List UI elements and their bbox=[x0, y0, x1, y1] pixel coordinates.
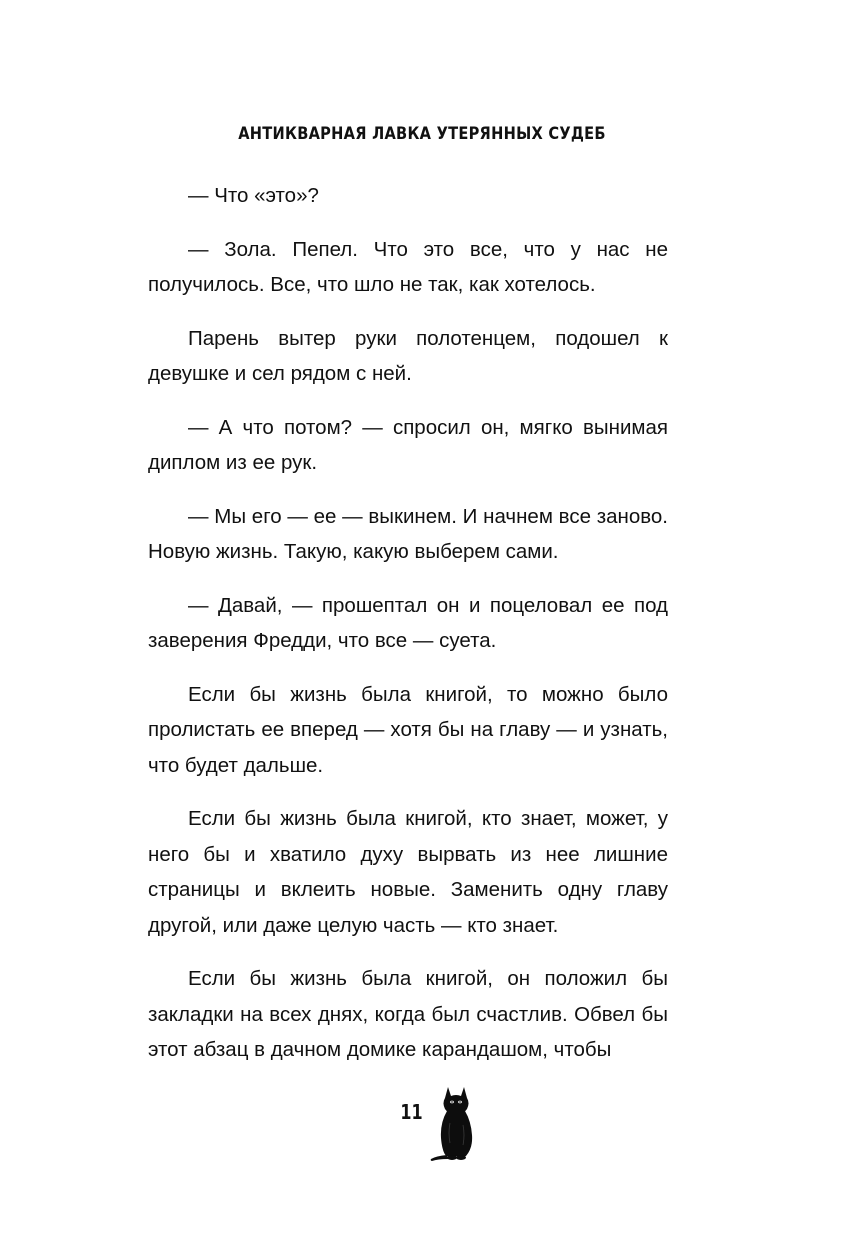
black-cat-icon bbox=[428, 1083, 484, 1163]
body-text bbox=[148, 178, 668, 1086]
paragraph: Если бы жизнь была книгой, кто знает, может, у него бы и хватило духу вырвать из нее лишние страницы и вклеить новые. Заменить одну главу другой, или даже целую часть — кто знает. bbox=[148, 807, 668, 937]
paragraph: — Давай, — прошептал он и поцеловал ее под заверения Фредди, что все — суета. bbox=[148, 593, 668, 652]
paragraph: — А что потом? — спросил он, мягко вынимая диплом из ее рук. bbox=[148, 415, 668, 474]
paragraph: Парень вытер руки полотенцем, подошел к девушке и сел рядом с ней. bbox=[148, 326, 668, 385]
paragraph: Если бы жизнь была книгой, он положил бы закладки на всех днях, когда был счастлив. Обвел бы этот абзац в дачном домике карандашом, чтобы bbox=[148, 967, 668, 1061]
running-title: АНТИКВАРНАЯ ЛАВКА УТЕРЯННЫХ СУДЕБ bbox=[238, 124, 606, 144]
paragraph: — Зола. Пепел. Что это все, что у нас не получилось. Все, что шло не так, как хотелось. bbox=[148, 237, 668, 296]
paragraph: — Мы его — ее — выкинем. И начнем все заново. Новую жизнь. Такую, какую выберем сами. bbox=[148, 504, 668, 563]
paragraph: — Что «это»? bbox=[188, 184, 319, 207]
page-number: 11 bbox=[400, 1100, 423, 1124]
paragraph: Если бы жизнь была книгой, то можно было пролистать ее вперед — хотя бы на главу — и узнать, что будет дальше. bbox=[148, 682, 668, 777]
